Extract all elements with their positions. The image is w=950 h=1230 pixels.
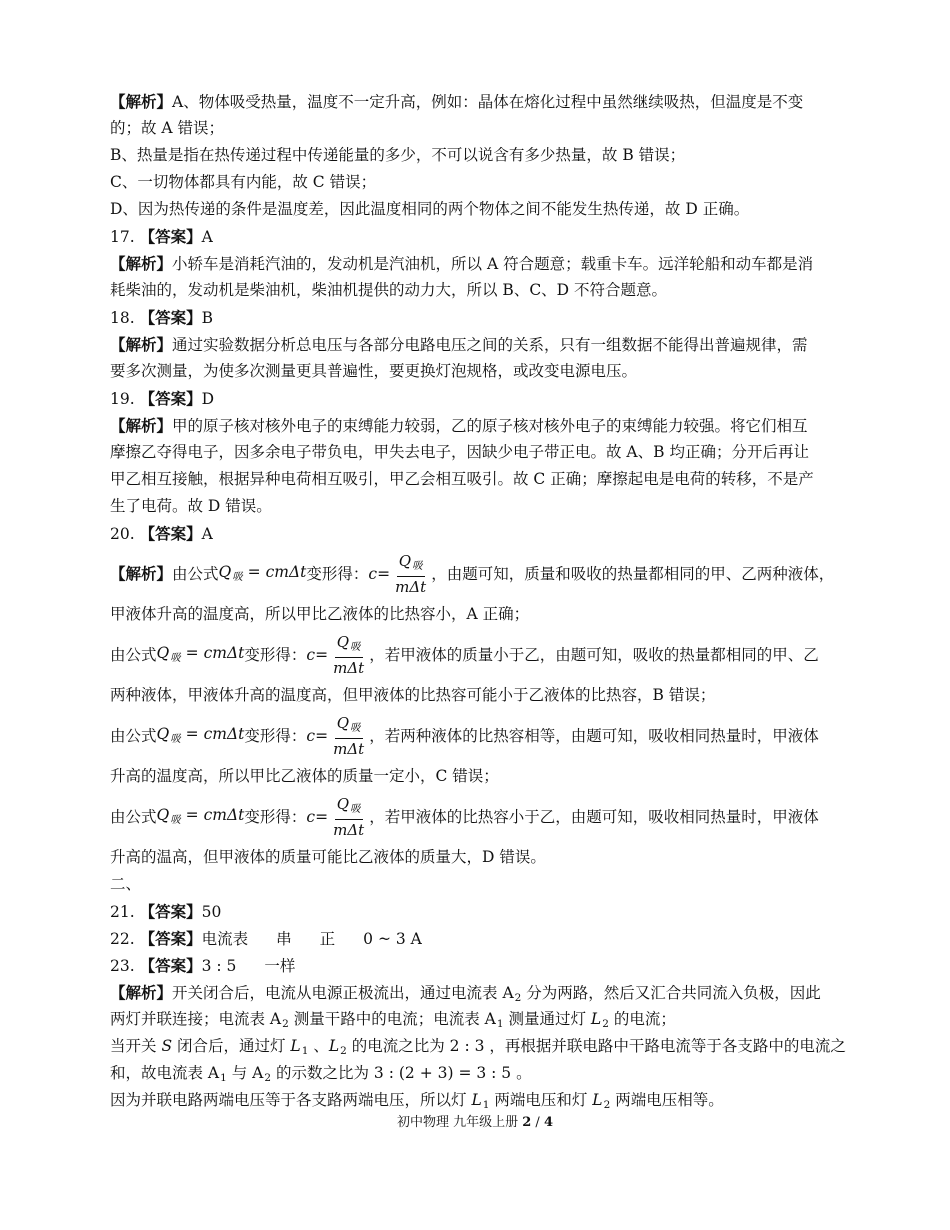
q16-line-1: 【解析】A、物体吸受热量，温度不一定升高，例如：晶体在熔化过程中虽然继续吸热，但温度是不变: [110, 92, 804, 111]
q18-explanation-2: 要多次测量，为使多次测量更具普遍性，要更换灯泡规格，或改变电源电压。: [110, 362, 638, 380]
q16-option-d: D、因为热传递的条件是温度差，因此温度相同的两个物体之间不能发生热传递，故 D 正确。: [110, 200, 750, 218]
specific-heat-fraction: $\frac{Q_吸}{\text{mΔt}}$: [333, 795, 365, 839]
q21-answer: 21. 【答案】50: [110, 902, 222, 921]
q20-explanation-4b: 升高的温高，但甲液体的质量可能比乙液体的质量大，D 错误。: [110, 848, 546, 866]
heat-formula: $Q_吸 = cm\Delta t$: [156, 724, 245, 745]
q20-explanation-1b: 甲液体升高的温度高，所以甲比乙液体的比热容小，A 正确；: [110, 605, 530, 623]
q23-explanation-5: 因为并联电路两端电压等于各支路两端电压，所以灯 $L_1$ 两端电压和灯 $L_2$ 两端电压相等。: [110, 1091, 724, 1111]
q23-explanation-3: 当开关 S 闭合后，通过灯 $L_1$ 、$L_2$ 的电流之比为 2 : 3 ，再根据并联电路中干路电流等于各支路中的电流之: [110, 1037, 846, 1057]
section-two-heading: 二、: [110, 875, 142, 893]
q20-explanation-1: 【解析】 由公式 $Q_吸 = cm\Delta t$ 变形得： c = $\frac{Q_吸}{\text{mΔt}}$ ，由题可知，质量和吸收的热量都相同的甲、乙两种液体，: [110, 547, 845, 601]
specific-heat-fraction: $\frac{Q_吸}{\text{mΔt}}$: [333, 714, 365, 758]
page-footer: 初中物理 九年级上册 2 / 4: [396, 1115, 553, 1130]
q16-option-b: B、热量是指在热传递过程中传递能量的多少，不可以说含有多少热量，故 B 错误；: [110, 146, 686, 164]
q20-explanation-3b: 升高的温度高，所以甲比乙液体的质量一定小，C 错误；: [110, 767, 499, 785]
answer-page: [110, 88, 845, 1114]
specific-heat-fraction: $\frac{Q_吸}{\text{mΔt}}$: [333, 633, 365, 677]
q18-explanation-1: 【解析】通过实验数据分析总电压与各部分电路电压之间的关系，只有一组数据不能得出普遍规律，需: [110, 335, 808, 354]
heat-formula: $Q_吸 = cm\Delta t$: [156, 805, 245, 826]
q19-explanation-2: 摩擦乙夺得电子，因多余电子带负电，甲失去电子，因缺少电子带正电。故 A、B 均正确；分开后再让: [110, 443, 809, 461]
q19-explanation-3: 甲乙相互接触，根据异种电荷相互吸引，甲乙会相互吸引。故 C 正确；摩擦起电是电荷的转移，不是产: [110, 470, 814, 488]
q19-answer: 19. 【答案】D: [110, 389, 215, 408]
q20-explanation-3: 由公式 $Q_吸 = cm\Delta t$ 变形得： c = $\frac{Q_吸}{\text{mΔt}}$ ，若两种液体的比热容相等，由题可知，吸收相同热量时，甲液体: [110, 709, 845, 763]
q22-answer: 22. 【答案】电流表 串 正 0 ~ 3 A: [110, 929, 422, 948]
q19-explanation-4: 生了电荷。故 D 错误。: [110, 497, 272, 515]
q16-option-c: C、一切物体都具有内能，故 C 错误；: [110, 173, 377, 191]
q17-explanation-1: 【解析】小轿车是消耗汽油的，发动机是汽油机，所以 A 符合题意；载重卡车。远洋轮船和动车都是消: [110, 254, 814, 273]
q23-answer: 23. 【答案】3 : 5 一样: [110, 956, 296, 975]
q17-answer: 17. 【答案】A: [110, 227, 213, 246]
q18-answer: 18. 【答案】B: [110, 308, 213, 327]
q23-explanation-2: 两灯并联连接；电流表 $A_2$ 测量干路中的电流；电流表 $A_1$ 测量通过灯 $L_2$ 的电流；: [110, 1010, 676, 1030]
q20-explanation-2b: 两种液体，甲液体升高的温度高，但甲液体的比热容可能小于乙液体的比热容，B 错误；: [110, 686, 716, 704]
q20-explanation-2: 由公式 $Q_吸 = cm\Delta t$ 变形得： c = $\frac{Q_吸}{\text{mΔt}}$ ，若甲液体的质量小于乙，由题可知，吸收的热量都相同的甲、乙: [110, 628, 845, 682]
q17-explanation-2: 耗柴油的，发动机是柴油机，柴油机提供的动力大，所以 B、C、D 不符合题意。: [110, 281, 668, 299]
heat-formula: $Q_吸 = cm\Delta t$: [156, 643, 245, 664]
heat-formula: $Q_吸 = cm\Delta t$: [218, 562, 307, 583]
page-number: 2: [522, 1115, 532, 1130]
q23-explanation-1: 【解析】开关闭合后，电流从电源正极流出，通过电流表 $A_2$ 分为两路，然后又汇合共同流入负极，因此: [110, 983, 821, 1004]
q20-explanation-4: 由公式 $Q_吸 = cm\Delta t$ 变形得： c = $\frac{Q_吸}{\text{mΔt}}$ ，若甲液体的比热容小于乙，由题可知，吸收相同热量时，甲液体: [110, 790, 845, 844]
q20-answer: 20. 【答案】A: [110, 524, 213, 543]
q23-explanation-4: 和，故电流表 $A_1$ 与 $A_2$ 的示数之比为 3 : (2 + 3) = 3 : 5 。: [110, 1064, 532, 1084]
q19-explanation-1: 【解析】甲的原子核对核外电子的束缚能力较弱，乙的原子核对核外电子的束缚能力较强。将它们相互: [110, 416, 808, 435]
specific-heat-fraction: $\frac{Q_吸}{\text{mΔt}}$: [395, 552, 427, 596]
page-total: 4: [543, 1115, 553, 1130]
q16-line-2: 的；故 A 错误；: [110, 119, 225, 137]
